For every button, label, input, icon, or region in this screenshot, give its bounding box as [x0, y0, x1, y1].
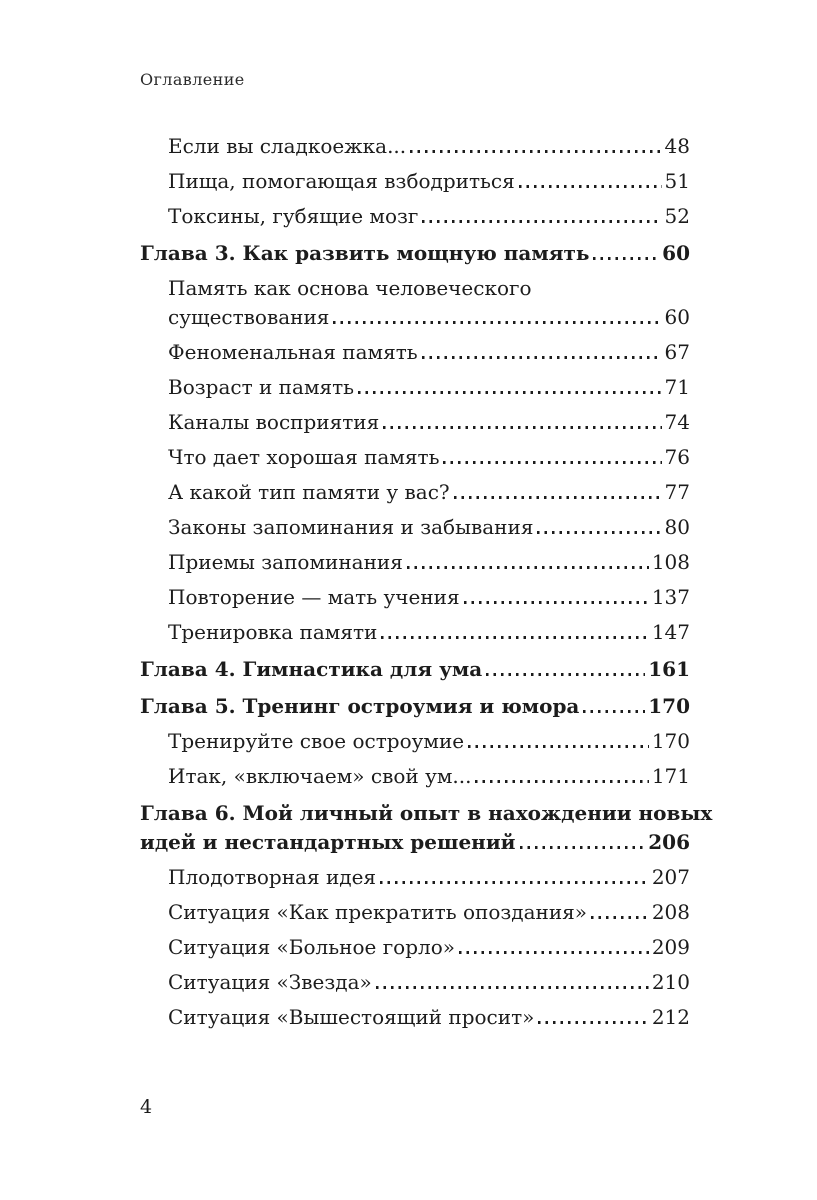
- toc-entry-title: Приемы запоминания: [168, 550, 403, 574]
- toc-page-number: 51: [664, 169, 690, 193]
- toc-sub-entry: [140, 445, 690, 470]
- toc-sub-entry: [140, 276, 690, 330]
- toc-page-number: 206: [648, 830, 690, 854]
- toc-chapter-entry: [140, 241, 690, 266]
- toc-entry-title: Глава 6. Мой личный опыт в нахождении новых: [140, 801, 713, 825]
- dot-leader: [475, 780, 648, 783]
- toc-entry-title: Тренировка памяти: [168, 620, 378, 644]
- toc-sub-entry: [140, 204, 690, 229]
- toc-page-number: 170: [648, 694, 690, 718]
- dot-leader: [333, 321, 661, 324]
- toc-entry-title: Ситуация «Как прекратить опоздания»: [168, 900, 588, 924]
- dot-leader: [443, 461, 661, 464]
- toc-page-number: 137: [651, 585, 690, 609]
- toc-entry-title: идей и нестандартных решений: [140, 830, 516, 854]
- dot-leader: [410, 150, 661, 153]
- toc-sub-entry: [140, 169, 690, 194]
- toc-page-number: 170: [651, 729, 690, 753]
- toc-page-number: 212: [651, 1005, 690, 1029]
- toc-page-number: 171: [651, 764, 690, 788]
- toc-page-number: 60: [664, 305, 690, 329]
- toc-page-number: 209: [651, 935, 690, 959]
- toc-sub-entry: [140, 729, 690, 754]
- toc-entry-title: Возраст и память: [168, 375, 355, 399]
- toc-entry-title: Глава 4. Гимнастика для ума: [140, 657, 483, 681]
- toc-list: [140, 134, 713, 1030]
- dot-leader: [358, 391, 661, 394]
- toc-page-number: 52: [664, 204, 690, 228]
- toc-page-number: 210: [651, 970, 690, 994]
- toc-entry-title: Что дает хорошая память: [168, 445, 440, 469]
- dot-leader: [376, 986, 649, 989]
- toc-page-number: 76: [664, 445, 690, 469]
- toc-entry-title: Пища, помогающая взбодриться: [168, 169, 515, 193]
- toc-page-number: 48: [664, 134, 690, 158]
- dot-leader: [380, 881, 649, 884]
- toc-page-number: 208: [651, 900, 690, 924]
- toc-page-number: 74: [664, 410, 690, 434]
- toc-entry-title: Ситуация «Звезда»: [168, 970, 372, 994]
- toc-sub-entry: [140, 134, 690, 159]
- toc-page-number: 147: [651, 620, 690, 644]
- toc-page-number: 67: [664, 340, 690, 364]
- toc-sub-entry: [140, 480, 690, 505]
- dot-leader: [383, 426, 661, 429]
- dot-leader: [593, 257, 659, 260]
- toc-entry-title: существования: [168, 305, 330, 329]
- toc-entry-title: Глава 3. Как развить мощную память: [140, 241, 590, 265]
- toc-page-number: 71: [664, 375, 690, 399]
- running-header: Оглавление: [140, 70, 245, 89]
- dot-leader: [583, 710, 645, 713]
- toc-sub-entry: [140, 970, 690, 995]
- dot-leader: [422, 356, 662, 359]
- toc-sub-entry: [140, 585, 690, 610]
- dot-leader: [468, 745, 649, 748]
- toc-sub-entry: [140, 764, 690, 789]
- page-number-footer: 4: [140, 1096, 153, 1118]
- dot-leader: [519, 185, 662, 188]
- toc-chapter-entry: [140, 801, 713, 855]
- dot-leader: [381, 636, 648, 639]
- toc-entry-title: Итак, «включаем» свой ум...: [168, 764, 472, 788]
- toc-page-number: 108: [651, 550, 690, 574]
- toc-sub-entry: [140, 340, 690, 365]
- dot-leader: [464, 601, 649, 604]
- toc-page-number: 60: [662, 241, 690, 265]
- toc-entry-title: Повторение — мать учения: [168, 585, 460, 609]
- dot-leader: [486, 673, 645, 676]
- toc-entry-title: Законы запоминания и забывания: [168, 515, 534, 539]
- dot-leader: [538, 1021, 648, 1024]
- toc-entry-title: Ситуация «Вышестоящий просит»: [168, 1005, 535, 1029]
- dot-leader: [591, 916, 649, 919]
- toc-page-number: 207: [651, 865, 690, 889]
- toc-entry-title: Глава 5. Тренинг остроумия и юмора: [140, 694, 580, 718]
- toc-sub-entry: [140, 935, 690, 960]
- toc-sub-entry: [140, 515, 690, 540]
- dot-leader: [407, 566, 649, 569]
- toc-sub-entry: [140, 900, 690, 925]
- toc-chapter-entry: [140, 657, 690, 682]
- toc-sub-entry: [140, 1005, 690, 1030]
- toc-entry-title: Если вы сладкоежка...: [168, 134, 407, 158]
- toc-page-number: 77: [664, 480, 690, 504]
- toc-chapter-entry: [140, 694, 690, 719]
- toc-entry-title: Память как основа человеческого: [168, 276, 532, 300]
- dot-leader: [520, 846, 646, 849]
- toc-page-number: 161: [648, 657, 690, 681]
- toc-entry-title: Феноменальная память: [168, 340, 418, 364]
- toc-sub-entry: [140, 550, 690, 575]
- toc-sub-entry: [140, 865, 690, 890]
- toc-page-number: 80: [664, 515, 690, 539]
- dot-leader: [459, 951, 649, 954]
- toc-entry-title: Токсины, губящие мозг: [168, 204, 419, 228]
- toc-entry-title: Каналы восприятия: [168, 410, 380, 434]
- toc-sub-entry: [140, 375, 690, 400]
- dot-leader: [454, 496, 662, 499]
- dot-leader: [422, 220, 661, 223]
- toc-entry-title: Ситуация «Больное горло»: [168, 935, 455, 959]
- toc-entry-title: Плодотворная идея: [168, 865, 377, 889]
- toc-entry-title: А какой тип памяти у вас?: [168, 480, 450, 504]
- toc-sub-entry: [140, 620, 690, 645]
- dot-leader: [537, 531, 661, 534]
- toc-sub-entry: [140, 410, 690, 435]
- toc-entry-title: Тренируйте свое остроумие: [168, 729, 465, 753]
